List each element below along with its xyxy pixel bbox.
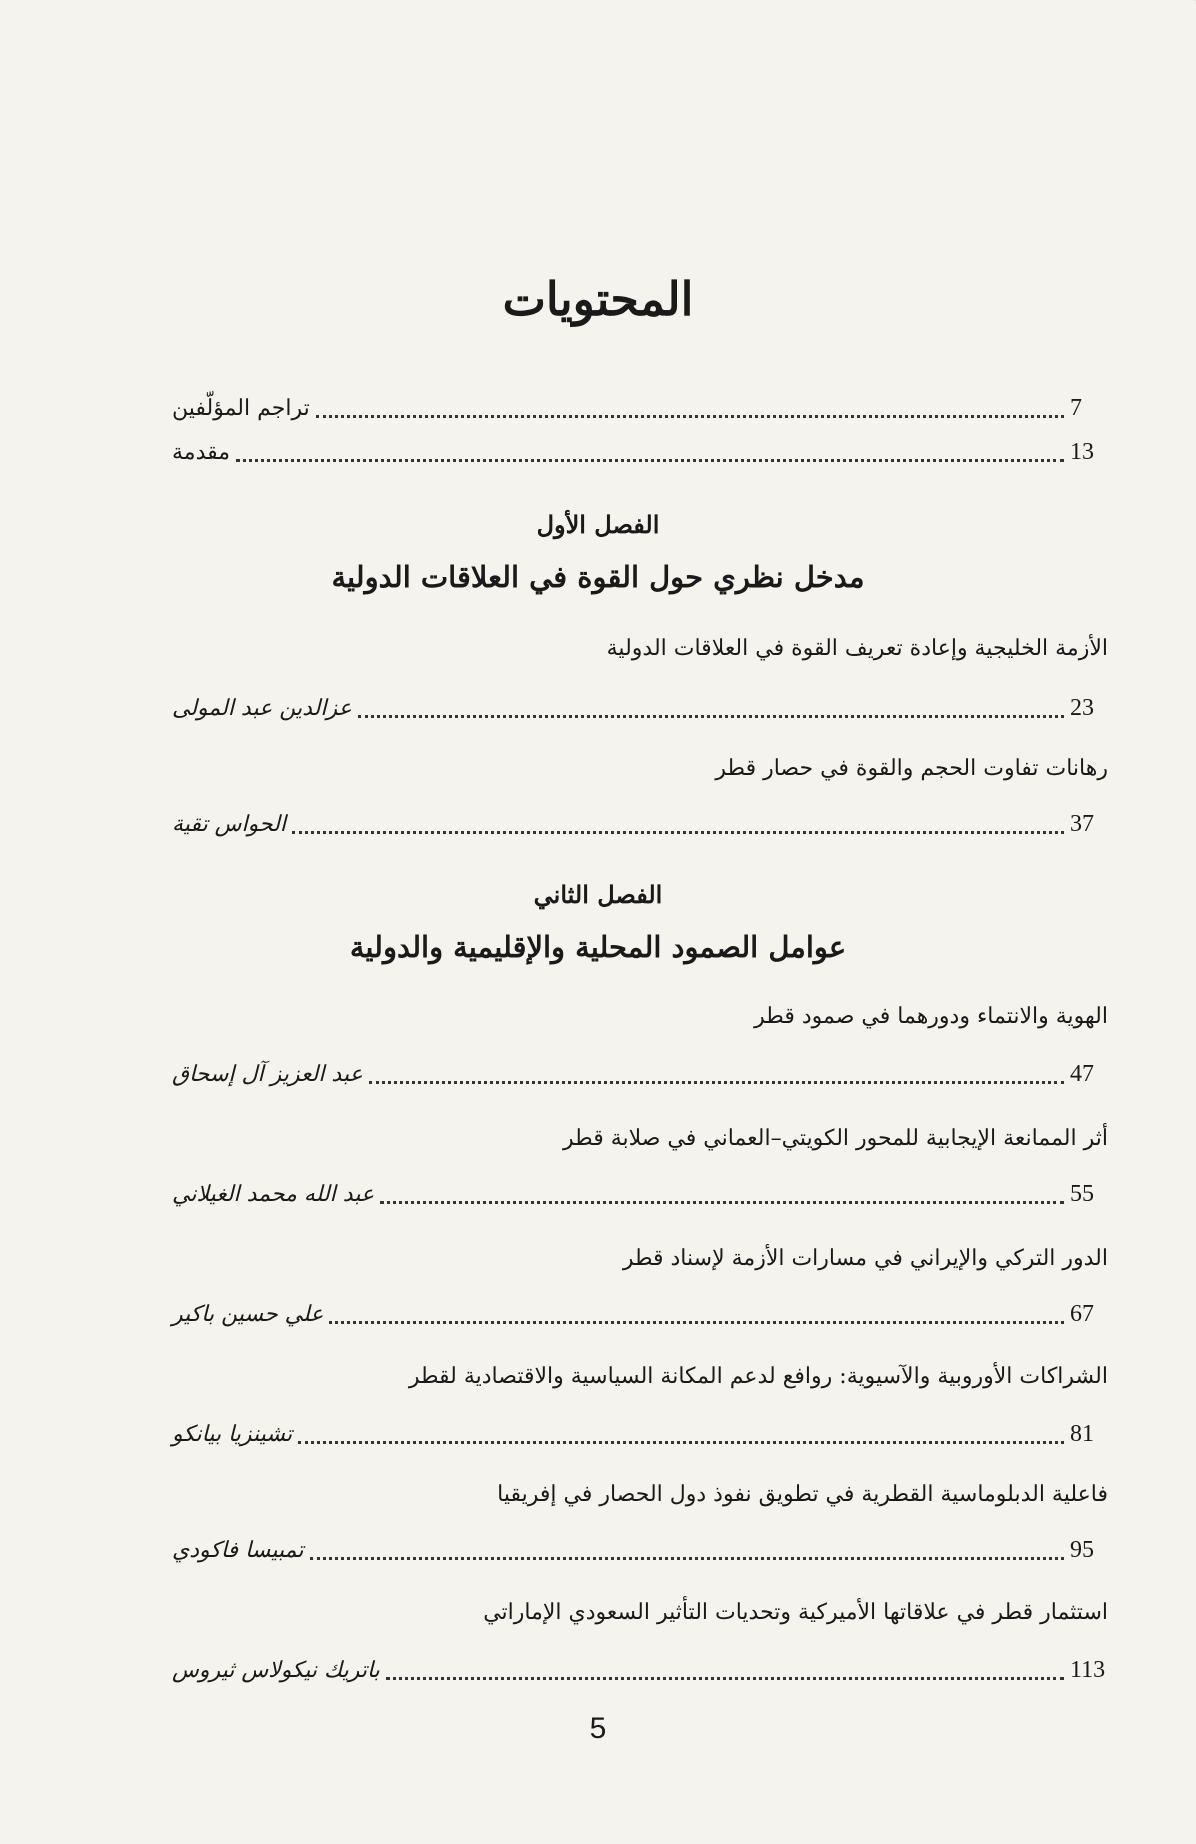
chapter-1-label: الفصل الأول xyxy=(536,510,660,539)
toc-row-author xyxy=(168,1294,1108,1334)
toc-entry-title: الأزمة الخليجية وإعادة تعريف القوة في العلاقات الدولية xyxy=(606,636,1108,661)
toc-entry-title: الهوية والانتماء ودورهما في صمود قطر xyxy=(754,1004,1108,1029)
toc-row-author xyxy=(168,688,1108,728)
toc-entry-author: الحواس تقية xyxy=(172,811,287,837)
leader-dots xyxy=(236,459,1064,462)
chapter-1-title: مدخل نظري حول القوة في العلاقات الدولية xyxy=(331,560,865,594)
toc-page-number: 47 xyxy=(1070,1060,1094,1087)
toc-page-number: 95 xyxy=(1070,1536,1094,1563)
toc-row-introduction xyxy=(168,432,1108,472)
leader-dots xyxy=(310,1557,1064,1560)
toc-page-number: 55 xyxy=(1070,1180,1094,1207)
leader-dots xyxy=(369,1081,1064,1084)
leader-dots xyxy=(358,715,1064,718)
toc-entry-author: تمبيسا فاكودي xyxy=(172,1537,304,1563)
leader-dots xyxy=(380,1201,1064,1204)
toc-row-author xyxy=(168,1174,1108,1214)
toc-row-author xyxy=(168,1414,1108,1454)
toc-page-number: 67 xyxy=(1070,1300,1094,1327)
toc-row-author xyxy=(168,1530,1108,1570)
toc-entry-title: رهانات تفاوت الحجم والقوة في حصار قطر xyxy=(715,756,1108,781)
toc-entry-title: أثر الممانعة الإيجابية للمحور الكويتي–العماني في صلابة قطر xyxy=(563,1126,1108,1151)
toc-entry-title: تراجم المؤلّفين xyxy=(172,395,310,421)
toc-page-number: 13 xyxy=(1070,438,1094,465)
toc-entry-author: عزالدين عبد المولى xyxy=(172,695,352,721)
chapter-2-label: الفصل الثاني xyxy=(533,880,663,909)
page-corner-mark xyxy=(1066,0,1196,49)
toc-entry-title: استثمار قطر في علاقاتها الأميركية وتحديات التأثير السعودي الإماراتي xyxy=(483,1600,1108,1625)
toc-page-number: 113 xyxy=(1070,1656,1106,1683)
chapter-2-title: عوامل الصمود المحلية والإقليمية والدولية xyxy=(349,930,847,964)
leader-dots xyxy=(329,1321,1064,1324)
leader-dots xyxy=(316,415,1064,418)
page-number: 5 xyxy=(589,1712,607,1745)
toc-row-author xyxy=(168,1054,1108,1094)
toc-row-author xyxy=(168,1650,1108,1690)
toc-entry-title: فاعلية الدبلوماسية القطرية في تطويق نفوذ دول الحصار في إفريقيا xyxy=(497,1482,1108,1507)
leader-dots xyxy=(292,831,1064,834)
toc-entry-author: علي حسين باكير xyxy=(172,1301,324,1327)
toc-entry-author: باتريك نيكولاس ثيروس xyxy=(172,1657,380,1683)
toc-page-number: 7 xyxy=(1070,394,1082,421)
toc-row-authors xyxy=(168,388,1108,428)
toc-row-author xyxy=(168,804,1108,844)
leader-dots xyxy=(386,1677,1064,1680)
toc-page-number: 37 xyxy=(1070,810,1094,837)
toc-entry-title: مقدمة xyxy=(172,439,231,465)
toc-entry-author: عبد العزيز آل إسحاق xyxy=(172,1061,363,1087)
toc-entry-title: الدور التركي والإيراني في مسارات الأزمة لإسناد قطر xyxy=(622,1246,1108,1271)
page-title: المحتويات xyxy=(502,272,694,326)
toc-page-number: 23 xyxy=(1070,694,1094,721)
toc-entry-author: تشينزيا بيانكو xyxy=(172,1421,293,1447)
toc-entry-title: الشراكات الأوروبية والآسيوية: روافع لدعم المكانة السياسية والاقتصادية لقطر xyxy=(408,1364,1108,1389)
leader-dots xyxy=(298,1441,1064,1444)
toc-entry-author: عبد الله محمد الغيلاني xyxy=(172,1181,375,1207)
toc-page-number: 81 xyxy=(1070,1420,1094,1447)
